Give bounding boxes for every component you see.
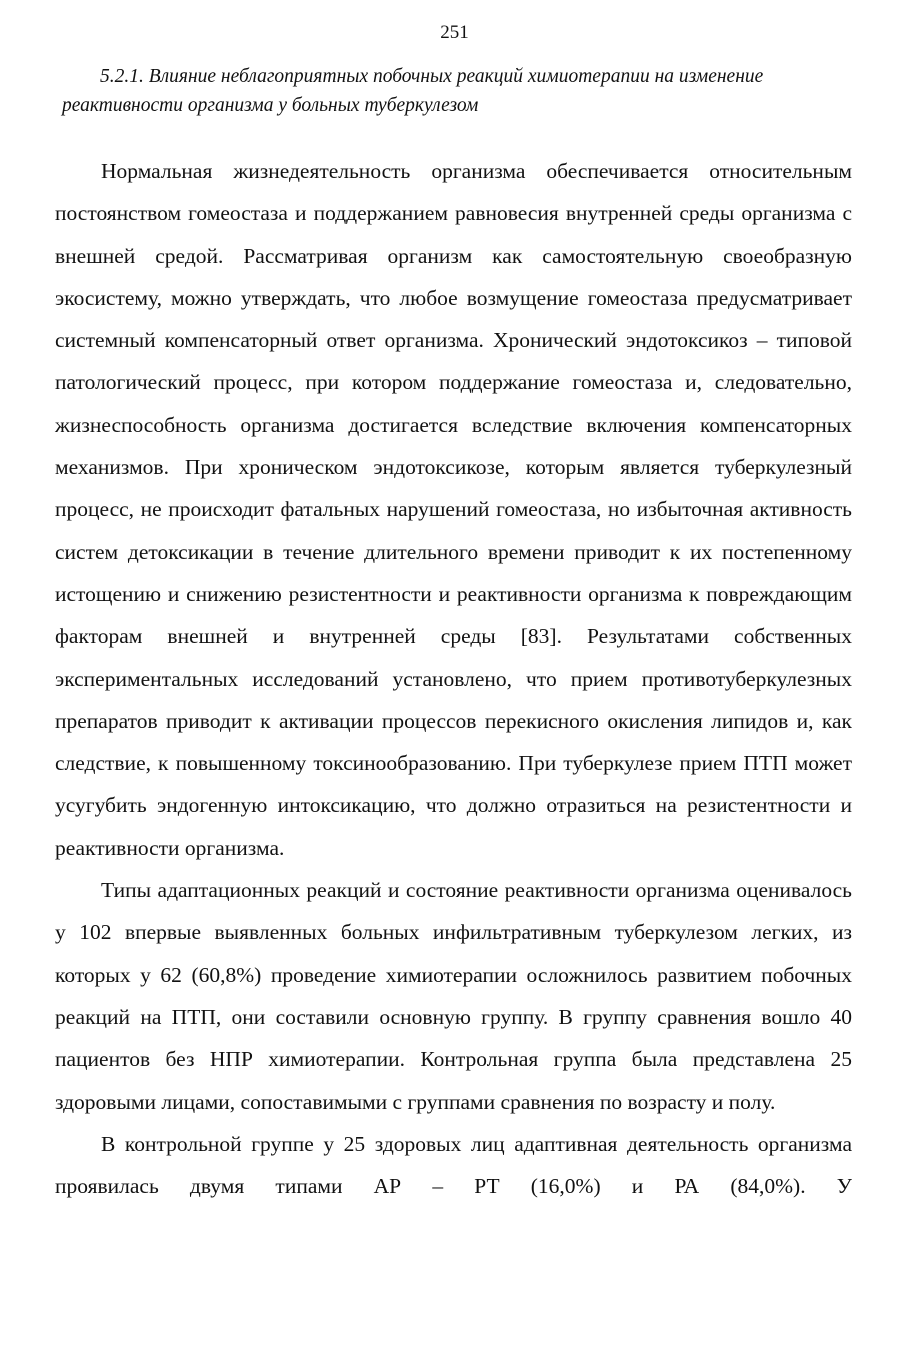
section-heading: 5.2.1. Влияние неблагоприятных побочных реакций химиотерапии на изменение реактивности организма у больных туберкулезом	[62, 66, 764, 116]
paragraph-2: Типы адаптационных реакций и состояние реактивности организма оценивалось у 102 впервые выявленных больных инфильтративным туберкулезом легких, из которых у 62 (60,8%) проведение химиотерапии осложнилось развитием побочных реакций на ПТП, они составили основную группу. В группу сравнения вошло 40 пациентов без НПР химиотерапии. Контрольная группа была представлена 25 здоровыми лицами, сопоставимыми с группами сравнения по возрасту и полу.	[55, 878, 852, 1114]
page-number: 251	[440, 22, 469, 43]
body-text	[55, 150, 852, 1207]
paragraph-3: В контрольной группе у 25 здоровых лиц адаптивная деятельность организма проявилась двумя типами АР – РТ (16,0%) и РА (84,0%). У	[55, 1131, 852, 1199]
paragraph-1: Нормальная жизнедеятельность организма обеспечивается относительным постоянством гомеостаза и поддержанием равновесия внутренней среды организма с внешней средой. Рассматривая организм как самостоятельную своеобразную экосистему, можно утверждать, что любое возмущение гомеостаза предусматривает системный компенсаторный ответ организма. Хронический эндотоксикоз – типовой патологический процесс, при котором поддержание гомеостаза и, следовательно, жизнеспособность организма достигается вследствие включения компенсаторных механизмов. При хроническом эндотоксикозе, которым является туберкулезный процесс, не происходит фатальных нарушений гомеостаза, но избыточная активность систем детоксикации в течение длительного времени приводит к их постепенному истощению и снижению резистентности и реактивности организма к повреждающим факторам внешней и внутренней среды [83]. Результатами собственных экспериментальных исследований установлено, что прием противотуберкулезных препаратов приводит к активации процессов перекисного окисления липидов и, как следствие, к повышенному токсинообразованию. При туберкулезе прием ПТП может усугубить эндогенную интоксикацию, что должно отразиться на резистентности и реактивности организма.	[55, 159, 852, 860]
